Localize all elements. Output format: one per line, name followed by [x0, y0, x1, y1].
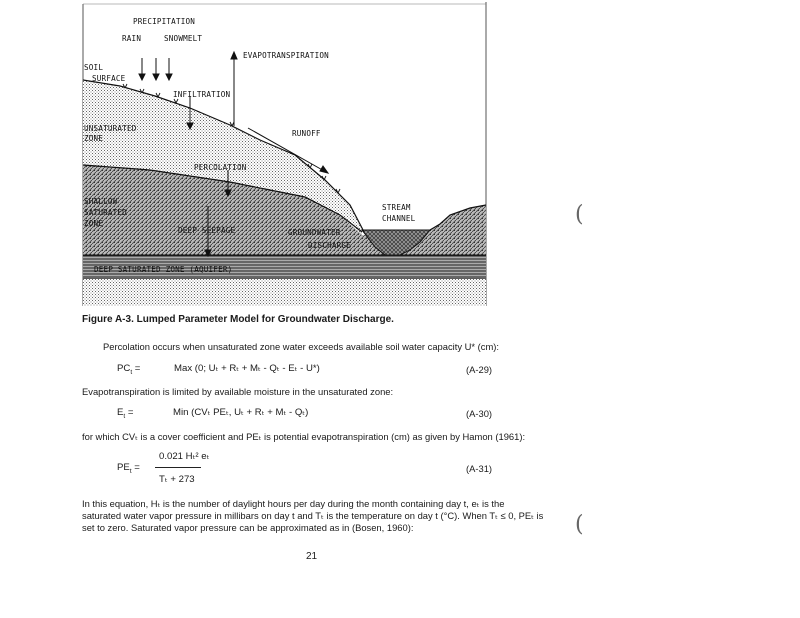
label-deep-saturated-zone: DEEP SATURATED ZONE (AQUIFER)	[94, 265, 233, 274]
label-deep-seepage: DEEP SEEPAGE	[178, 226, 236, 235]
lumped-parameter-figure	[80, 0, 490, 310]
eq-a29-rhs: Max (0; Uₜ + Rₜ + Mₜ - Qₜ - Eₜ - U*)	[174, 363, 320, 374]
paragraph-equation-line-2: saturated water vapor pressure in millibars on day t and Tₜ is the temperature on day t (°C). When Tₜ ≤ 0, PEₜ is	[82, 510, 544, 521]
label-percolation: PERCOLATION	[194, 163, 247, 172]
label-saturated-zone: ZONE	[84, 219, 104, 228]
label-saturated: SATURATED	[84, 208, 127, 217]
label-shallow: SHALLOW	[84, 197, 118, 206]
eq-a31-denominator: Tₜ + 273	[159, 474, 195, 485]
label-evapotranspiration: EVAPOTRANSPIRATION	[243, 51, 329, 60]
paragraph-cover-coefficient: for which CVₜ is a cover coefficient and PEₜ is potential evapotranspiration (cm) as given by Hamon (1961):	[82, 431, 526, 442]
label-stream: STREAM	[382, 203, 411, 212]
punch-hole-mark: (	[575, 512, 584, 537]
eq-a30-rhs: Min (CVₜ PEₜ, Uₜ + Rₜ + Mₜ - Qₜ)	[173, 407, 309, 418]
page-number: 21	[306, 551, 318, 562]
paragraph-evapotranspiration: Evapotranspiration is limited by available moisture in the unsaturated zone:	[82, 386, 394, 397]
punch-hole-mark: (	[575, 202, 584, 227]
eq-a31-fraction-bar	[155, 467, 201, 468]
eq-a31-number: (A-31)	[466, 463, 493, 474]
label-soil: SOIL	[84, 63, 104, 72]
label-infiltration: INFILTRATION	[173, 90, 231, 99]
label-channel: CHANNEL	[382, 214, 416, 223]
eq-a30-number: (A-30)	[466, 408, 493, 419]
label-unsaturated: UNSATURATED	[84, 124, 137, 133]
label-groundwater: GROUNDWATER	[288, 228, 341, 237]
label-discharge: DISCHARGE	[308, 241, 351, 250]
eq-a31-lhs: $PE_t$ =	[117, 462, 140, 475]
eq-a29-number: (A-29)	[466, 364, 493, 375]
label-surface: SURFACE	[92, 74, 126, 83]
eq-a29-lhs: $PC_t$ =	[117, 363, 141, 376]
paragraph-equation-line-1: In this equation, Hₜ is the number of daylight hours per day during the month containing day t, eₜ is the	[82, 498, 505, 509]
label-runoff: RUNOFF	[292, 129, 321, 138]
label-unsaturated-zone: ZONE	[84, 134, 104, 143]
label-rain: RAIN	[122, 34, 142, 43]
paragraph-percolation: Percolation occurs when unsaturated zone water exceeds available soil water capacity U* (cm):	[103, 341, 500, 352]
eq-a30-lhs: $E_t$ =	[117, 407, 134, 420]
paragraph-equation-line-3: set to zero. Saturated vapor pressure can be approximated as in (Bosen, 1960):	[82, 522, 414, 533]
eq-a31-numerator: 0.021 Hₜ² eₜ	[159, 451, 210, 462]
label-snowmelt: SNOWMELT	[164, 34, 203, 43]
label-precipitation: PRECIPITATION	[133, 17, 196, 26]
figure-caption: Figure A-3. Lumped Parameter Model for Groundwater Discharge.	[82, 314, 394, 325]
